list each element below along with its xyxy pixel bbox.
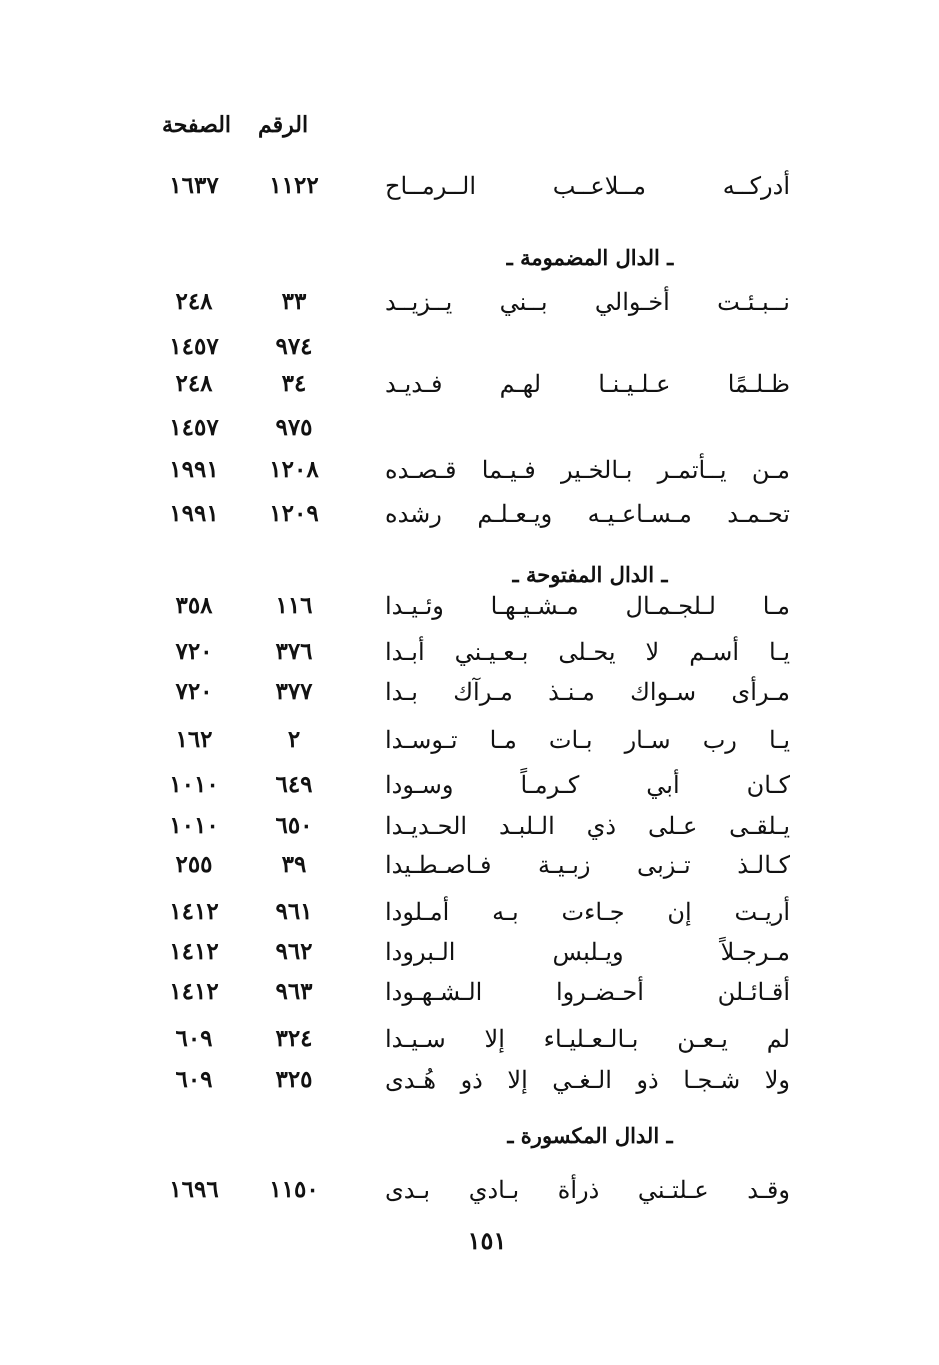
entry-page: ١٤١٢ [169, 938, 219, 965]
verse-text: مـرأى سـواك مـنـذ مـرآك بـدا [385, 678, 790, 706]
index-entry [0, 1060, 939, 1100]
section-heading: ـ الدال المفتوحة ـ [512, 562, 668, 587]
index-entry [0, 806, 939, 846]
verse-text: مـن يــأتمـر بـالخـير فـيـما قـصـده [385, 456, 790, 484]
entry-number: ٢ [287, 726, 301, 753]
entry-number: ٣٧٧ [275, 678, 313, 705]
verse-text: ظـلـمًا عـلـيـنـا لهـم فـديـد [385, 370, 790, 398]
entry-number: ٣٩ [281, 851, 307, 878]
entry-number: ٣٧٦ [275, 638, 313, 665]
entry-page: ١٩٩١ [169, 500, 219, 527]
entry-page: ١٦٢ [175, 726, 213, 753]
index-entry [0, 765, 939, 805]
entry-page: ٢٤٨ [175, 288, 213, 315]
entry-page: ٧٢٠ [175, 678, 213, 705]
index-entry [0, 672, 939, 712]
index-entry [0, 845, 939, 885]
verse-text: أقـائـلن أحـضـروا الـشـهـودا [385, 978, 790, 1006]
entry-page: ١٤٥٧ [169, 333, 219, 360]
entry-number: ٩٧٥ [275, 414, 313, 441]
verse-text: كـان أبي كـرمـاً وسـودا [385, 771, 790, 799]
verse-text: يـلقـى عـلى ذي الـلبـد الحـديـدا [385, 812, 790, 840]
verse-text: وقـد عـلتـني ذرأة بـادي بـدى [385, 1176, 790, 1204]
index-entry [0, 892, 939, 932]
entry-page: ٢٥٥ [175, 851, 213, 878]
section-heading: ـ الدال المضمومة ـ [506, 245, 674, 270]
index-entry [0, 327, 939, 367]
entry-page: ١٦٩٦ [169, 1176, 219, 1203]
entry-number: ٩٦١ [275, 898, 313, 925]
index-entry [0, 450, 939, 490]
verse-text: أريـت إن جـاءت بـه أمـلودا [385, 898, 790, 926]
index-entry [0, 972, 939, 1012]
verse-text: مـرجـلاً ويـلبس الـبرودا [385, 938, 790, 966]
entry-page: ١٠١٠ [169, 812, 219, 839]
entry-number: ١١٦ [275, 592, 313, 619]
index-entry [0, 166, 939, 206]
entry-number: ١١٢٢ [269, 172, 319, 199]
section-heading: ـ الدال المكسورة ـ [507, 1123, 673, 1148]
verse-text: يـا أسـم لا يحـلى بـعـيـني أبـدا [385, 638, 790, 666]
entry-number: ٩٧٤ [275, 333, 313, 360]
index-entry [0, 586, 939, 626]
entry-number: ١٢٠٩ [269, 500, 319, 527]
verse-text: لم يـعـن بـالـعـليـاء إلا سـيـدا [385, 1025, 790, 1053]
entry-page: ١٤١٢ [169, 978, 219, 1005]
entry-page: ٦٠٩ [175, 1025, 213, 1052]
entry-page: ٣٥٨ [175, 592, 213, 619]
column-header-number: الرقم [258, 112, 309, 138]
index-entry [0, 720, 939, 760]
verse-text: يـا رب سـار بـات مـا تـوسـدا [385, 726, 790, 754]
verse-text: مـا لـلجـمـال مـشـيـهـا وئـيـدا [385, 592, 790, 620]
entry-number: ٩٦٢ [275, 938, 313, 965]
entry-page: ٧٢٠ [175, 638, 213, 665]
entry-number: ١٢٠٨ [269, 456, 319, 483]
index-entry [0, 282, 939, 322]
column-header-page: الصفحة [162, 112, 232, 138]
verse-text [385, 327, 790, 367]
entry-number: ٣٢٥ [275, 1066, 313, 1093]
entry-number: ٦٤٩ [275, 771, 313, 798]
index-entry [0, 632, 939, 672]
entry-number: ١١٥٠ [269, 1176, 319, 1203]
index-entry [0, 1019, 939, 1059]
entry-page: ١٤١٢ [169, 898, 219, 925]
entry-page: ١٩٩١ [169, 456, 219, 483]
entry-page: ١٦٣٧ [169, 172, 219, 199]
index-entry [0, 364, 939, 404]
verse-text: تحـمـد مـسـاعـيـه ويـعـلـم رشده [385, 500, 790, 528]
verse-text [385, 408, 790, 448]
index-entry [0, 1170, 939, 1210]
index-entry [0, 408, 939, 448]
entry-number: ٩٦٣ [275, 978, 313, 1005]
verse-text: كـالـذ تـزبى زبـيـة فـاصـطـيدا [385, 851, 790, 879]
entry-number: ٣٣ [281, 288, 307, 315]
entry-number: ٣٤ [281, 370, 307, 397]
entry-number: ٣٢٤ [275, 1025, 313, 1052]
entry-page: ١٤٥٧ [169, 414, 219, 441]
verse-text: نــبـئـت أخـوالي بــني يــزيــد [385, 288, 790, 316]
index-entry [0, 932, 939, 972]
entry-page: ٢٤٨ [175, 370, 213, 397]
entry-number: ٦٥٠ [275, 812, 313, 839]
entry-page: ١٠١٠ [169, 771, 219, 798]
page-number: ١٥١ [467, 1226, 507, 1255]
verse-text: أدركــه مــلاعــب الــرمــاح [385, 172, 790, 200]
verse-text: ولا شـجـا ذو الـغـي إلا ذو هُـدى [385, 1066, 790, 1094]
entry-page: ٦٠٩ [175, 1066, 213, 1093]
index-entry [0, 494, 939, 534]
